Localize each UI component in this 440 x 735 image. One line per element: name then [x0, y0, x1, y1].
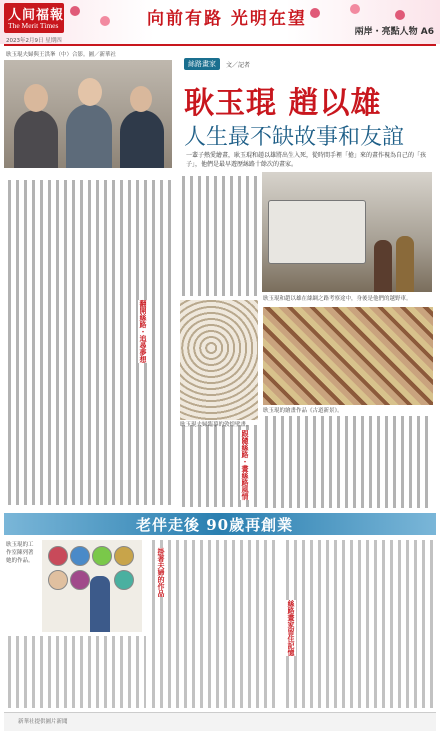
masthead-rule [4, 44, 436, 46]
subheading-4: 絲路畫家留住記憶 [287, 600, 295, 656]
body-text-column-left [6, 180, 174, 505]
section-header-title: 老伴走後 90歲再創業 [136, 516, 294, 534]
body-text-column-middle [180, 176, 258, 296]
painting-caption: 耿玉琨的繪畫作品《古道新景》。 [263, 408, 343, 414]
flower-icon [395, 10, 405, 20]
vehicle-shape [268, 200, 366, 264]
offroad-vehicle-photo [262, 172, 432, 292]
studio-photo [42, 540, 142, 632]
body-text-column-lower-left [6, 636, 146, 708]
mural-caption: 耿玉琨夫婦臨摹的敦煌壁畫。 [180, 422, 252, 428]
masthead [0, 0, 440, 44]
flower-icon [100, 16, 110, 26]
painting-photo [263, 307, 433, 405]
masthead-slogan: 向前有路 光明在望 [147, 9, 307, 29]
subheadline: 人生最不缺故事和友誼 [184, 125, 405, 150]
article-lead: 一輩子熱愛繪畫，耿玉琨和趙以雄將出生入死，從時間手裡「搶」來的畫作視為自己的「孩子」，他們是最早遊歷絲路十餘次的畫家。 [186, 152, 427, 168]
subheading-1: 翻開絲路・追尋夢想 [139, 300, 147, 363]
subheading-3: 掛著夫婦的作品 [157, 548, 165, 597]
article-byline: 文／記者 [226, 62, 251, 69]
subheading-2: 跟隨絲路・畫絲路風情 [241, 430, 249, 500]
body-text-column-lower-right [284, 540, 434, 708]
vehicle-photo-caption: 耿玉琨和趙以雄在絲綢之路考察途中，身後是他們的越野車。 [263, 296, 412, 302]
logo-chinese: 人间福報 [8, 8, 65, 23]
flower-icon [310, 8, 320, 18]
mural-sketch-photo [180, 300, 258, 420]
section-header [4, 513, 436, 535]
flower-icon [70, 6, 80, 16]
body-text-column-right [263, 416, 433, 508]
section-label: 兩岸・亮點人物 A6 [354, 27, 434, 37]
portrait-caption: 耿玉琨夫婦與王洪峯（中）合影。圖／新華社 [6, 52, 117, 58]
flower-icon [350, 4, 360, 14]
article-kicker: 絲路畫家 [184, 58, 220, 70]
footer-bar [4, 712, 436, 731]
issue-date: 2023年2月9日 星期四 [6, 38, 62, 44]
body-text-column-lower-mid [150, 540, 278, 708]
couple-portrait-photo [4, 60, 172, 168]
logo-english: The Merit Times [8, 21, 59, 30]
headline: 耿玉琨 趙以雄 [184, 86, 382, 121]
studio-caption: 耿玉琨的工作室陳列著她的作品。 [6, 542, 34, 564]
footer-credit: 新華社提供圖片新聞 [18, 719, 68, 725]
newspaper-logo [4, 3, 64, 33]
